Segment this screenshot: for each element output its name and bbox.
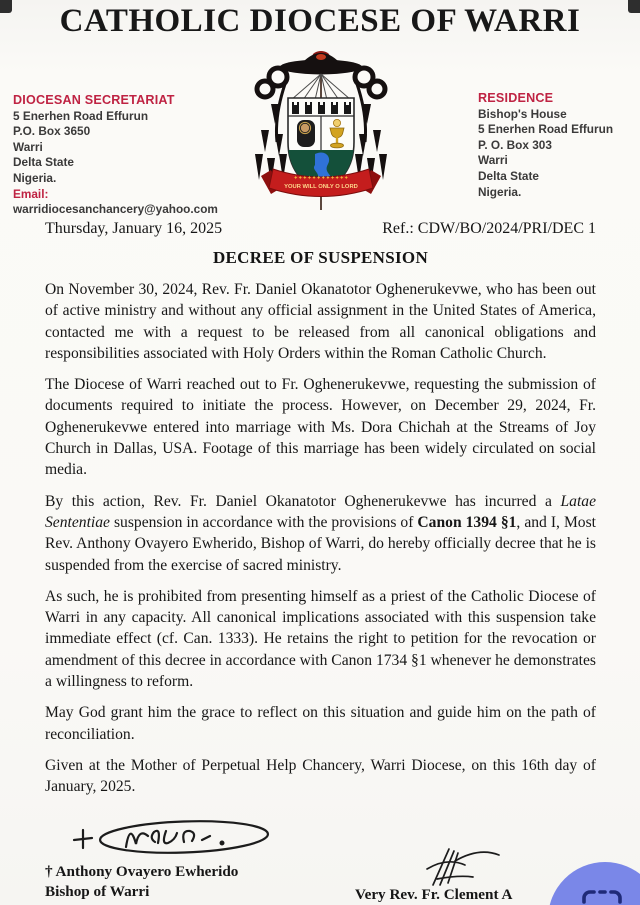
bishop-signature-image — [60, 816, 280, 860]
witness-signature-block — [355, 845, 585, 905]
diocese-crest — [231, 42, 411, 212]
residence-address-block — [478, 91, 636, 200]
secretariat-heading: DIOCESAN SECRETARIAT — [13, 93, 175, 107]
bishop-title: Bishop of Warri — [45, 883, 150, 900]
bishop-name: † Anthony Ovayero Ewherido — [45, 863, 239, 880]
diocese-title: CATHOLIC DIOCESE OF WARRI — [59, 3, 581, 39]
witness-signature-image — [403, 845, 523, 887]
address-line: Warri — [13, 139, 43, 154]
address-line: Warri — [478, 153, 508, 168]
motto-line-decor: ✦✦✦✦✦✦✦✦✦✦✦✦ — [293, 175, 349, 182]
address-line: P. O. Box 303 — [478, 137, 552, 152]
decree-paragraph: As such, he is prohibited from presenting himself as a priest of the Catholic Diocese of Warri in any capacity. All canonical implications associated with this suspension take immediate effect (cf. Can. 1333). He retains the right to petition for the revocation or amendment of this decree in accordance with Canon 1734 §1 whenever he demonstrates a willingness to reform. — [45, 587, 596, 691]
address-line: Nigeria. — [13, 170, 57, 185]
address-line: 5 Enerhen Road Effurun — [13, 108, 149, 123]
letter-date: Thursday, January 16, 2025 — [45, 220, 223, 237]
madonna-icon — [297, 120, 315, 147]
capture-expand-icon — [578, 886, 630, 905]
residence-heading: RESIDENCE — [478, 91, 554, 105]
secretariat-address-lines — [13, 109, 228, 187]
decree-paragraph: By this action, Rev. Fr. Daniel Okanatotor Oghenerukevwe has incurred a Latae Sententiae suspension in accordance with the provisions of Canon 1394 §1, and I, Most Rev. Anthony Ovayero Ewherido, Bishop of Warri, do hereby officially decree that he is suspended from the exercise of sacred ministry. — [45, 492, 597, 574]
secretariat-address-block — [13, 93, 228, 218]
address-line: Delta State — [478, 168, 539, 183]
decree-paragraphs — [45, 279, 596, 798]
bishop-signature-block — [45, 816, 280, 902]
email-address: warridiocesanchancery@yahoo.com — [13, 202, 218, 217]
address-line: Bishop's House — [478, 106, 567, 121]
galero-hat-icon — [280, 51, 362, 75]
motto-text: YOUR WILL ONLY O LORD — [284, 184, 358, 190]
email-label: Email: — [13, 186, 49, 201]
decree-paragraph: Given at the Mother of Perpetual Help Chancery, Warri Diocese, on this 16th day of January, 2025. — [45, 756, 596, 796]
reference-number: Ref.: CDW/BO/2024/PRI/DEC 1 — [382, 220, 596, 237]
decree-paragraph: On November 30, 2024, Rev. Fr. Daniel Okanatotor Oghenerukevwe, who has been out of active ministry and without any official assignment in the United States of America, contacted me with a request to be released from all canonical obligations and responsibilities associated with Holy Orders within the Roman Catholic Church. — [45, 281, 596, 362]
decree-paragraph: May God grant him the grace to reflect on this situation and guide him on the path of reconciliation. — [45, 704, 596, 743]
meta-row — [45, 220, 596, 238]
letter-body — [45, 220, 596, 808]
witness-name: Very Rev. Fr. Clement A — [355, 886, 513, 903]
decree-heading: DECREE OF SUSPENSION — [212, 248, 429, 267]
residence-address-lines — [478, 107, 636, 201]
address-line: 5 Enerhen Road Effurun — [478, 122, 614, 137]
address-line: Nigeria. — [478, 184, 522, 199]
address-line: P.O. Box 3650 — [13, 124, 91, 139]
address-line: Delta State — [13, 155, 74, 170]
decree-paragraph: The Diocese of Warri reached out to Fr. Oghenerukevwe, requesting the submission of documents required to initiate the process. However, on December 29, 2024, Fr. Oghenerukevwe entered into marriage with Ms. Dora Chichah at the Streams of Joy Church in Dallas, USA. Footage of this marriage has been widely circulated on social media. — [45, 376, 596, 479]
